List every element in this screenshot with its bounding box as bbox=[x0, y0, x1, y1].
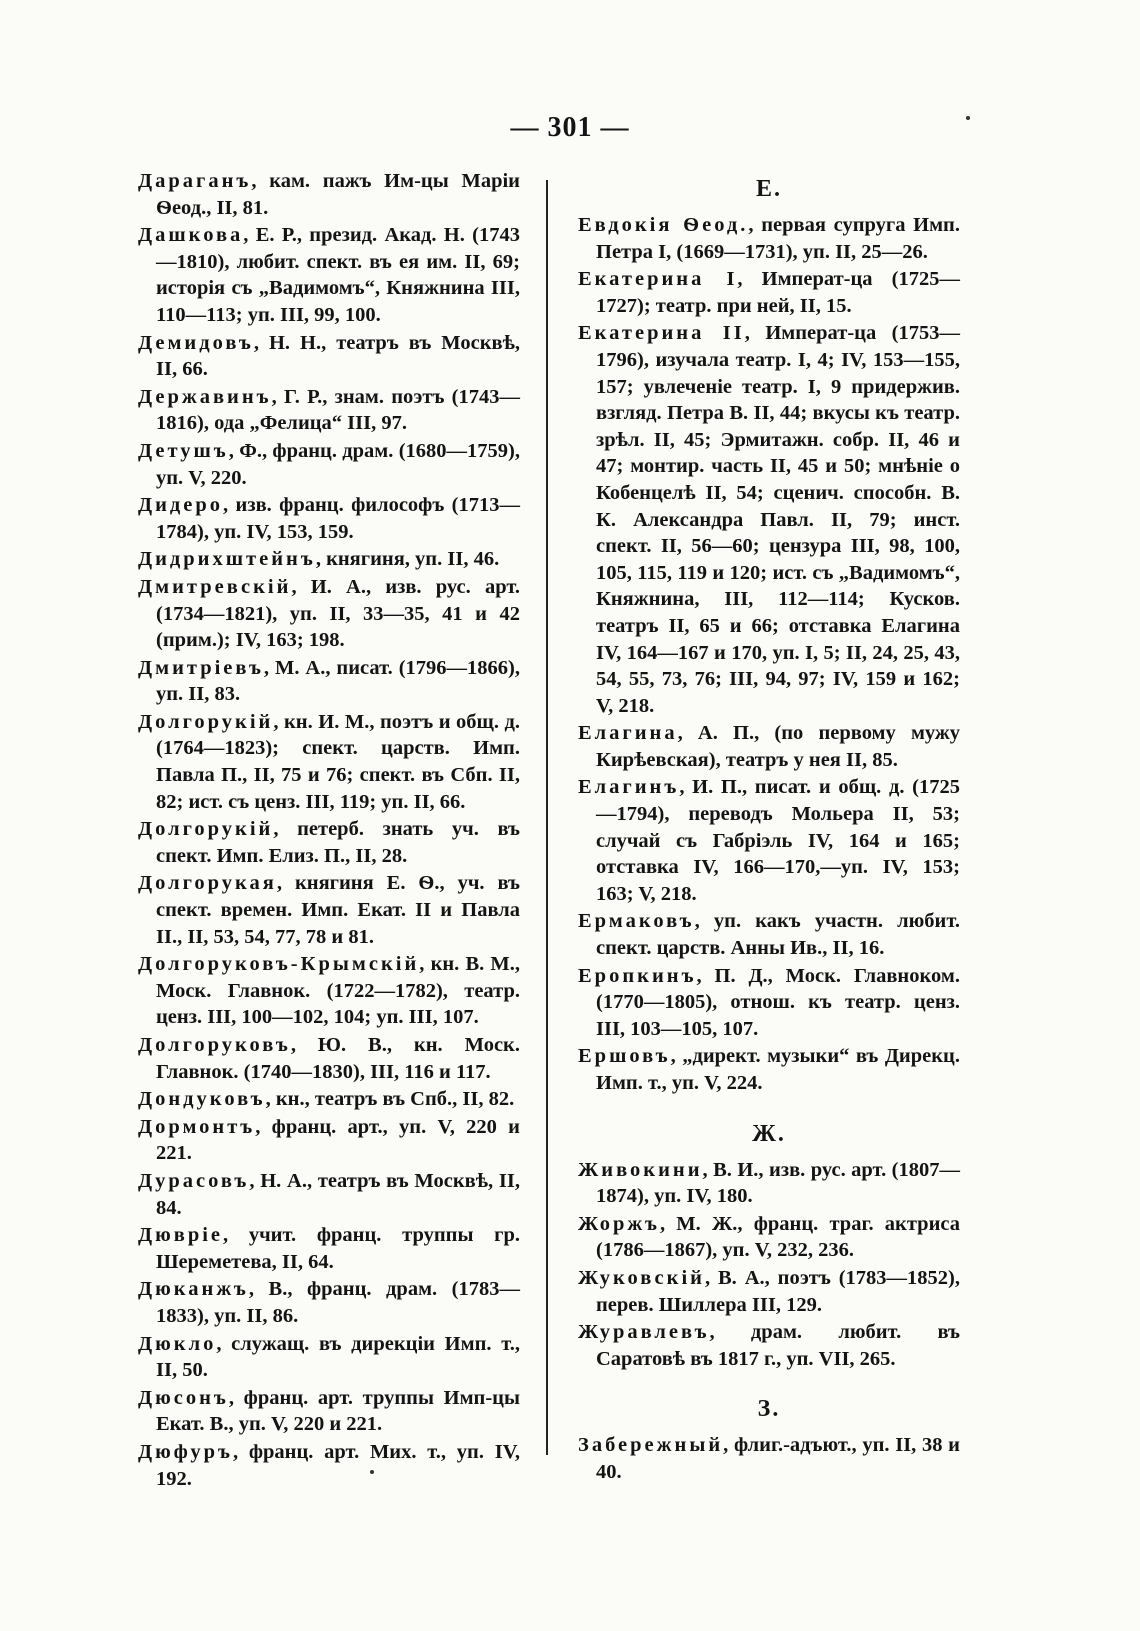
entry-headword: Дондуковъ bbox=[138, 1088, 266, 1111]
index-entry bbox=[138, 1222, 520, 1275]
entry-text: , флиг.-адъют., уп. II, 38 и 40. bbox=[596, 1434, 960, 1483]
entry-text: , И. А., изв. рус. арт. (1734—1821), уп. II, 33—35, 41 и 42 (прим.); IV, 163; 198. bbox=[156, 575, 520, 652]
index-entry bbox=[578, 1211, 960, 1264]
entry-text: , княгиня Е. Ѳ., уч. въ спект. времен. Имп. Екат. II и Павла II., II, 53, 54, 77, 78 и 81. bbox=[156, 872, 520, 948]
index-entry bbox=[578, 1265, 960, 1318]
entry-text: , франц. арт. Мих. т., уп. IV, 192. bbox=[156, 1440, 520, 1490]
entry-headword: Дмитріевъ bbox=[138, 656, 264, 679]
index-entry bbox=[578, 774, 960, 907]
index-entry bbox=[578, 1043, 960, 1096]
entry-text: , Н. Н., театръ въ Москвѣ, II, 66. bbox=[156, 331, 520, 381]
section-letter-z: З. bbox=[757, 1396, 781, 1423]
entry-text: , учит. франц. труппы гр. Шереметева, II, 64. bbox=[156, 1224, 520, 1273]
entry-text: , А. П., (по первому мужу Кирѣевская), театръ у нея II, 85. bbox=[596, 722, 960, 771]
entry-headword: Елагина bbox=[578, 722, 678, 745]
index-entry bbox=[578, 266, 960, 319]
index-entry bbox=[138, 655, 520, 708]
entry-headword: Дюкло bbox=[138, 1332, 217, 1355]
entry-text: , П. Д., Моск. Главноком. (1770—1805), отнош. къ театр. ценз. III, 103—105, 107. bbox=[596, 964, 960, 1040]
entry-headword: Дидеро bbox=[138, 494, 224, 517]
entry-headword: Дидрихштейнъ bbox=[138, 548, 316, 571]
index-entry bbox=[138, 168, 520, 221]
index-column-right bbox=[578, 168, 960, 1487]
entry-text: , Императ-ца (1753—1796), изучала театр. I, 4; IV, 153—155, 157; увлеченіе театр. I, 9 придержив. взгляд. Петра В. II, 44; вкусы къ театр. зрѣл. II, 45; Эрмитажн. собр. II, 46 и 47; монтир. часть II, 45 и 50; мнѣніе о Кобенцелѣ II, 54; сценич. способн. В. К. Александра Павл. II, 79; инст. спект. II, 56—60; цензура III, 98, 100, 105, 115, 119 и 120; ист. съ „Вадимомъ“, Княжнина, III, 112—114; Кусков. театръ II, 65 и 66; отставка Елагина IV, 164—167 и 170, уп. I, 5; II, 24, 25, 43, 54, 55, 73, 76; III, 94, 97; IV, 159 и 162; V, 218. bbox=[596, 322, 960, 717]
entry-text: , кам. пажъ Им-цы Маріи Ѳеод., II, 81. bbox=[156, 170, 520, 219]
index-column-left bbox=[138, 168, 520, 1493]
entry-text: , Ф., франц. драм. (1680—1759), уп. V, 220. bbox=[156, 439, 520, 489]
entry-headword: Елагинъ bbox=[578, 776, 680, 799]
entry-text: , кн. В. М., Моск. Главнок. (1722—1782), театр. ценз. III, 100—102, 104; уп. III, 107. bbox=[156, 953, 520, 1029]
entry-text: , В., франц. драм. (1783—1833), уп. II, 86. bbox=[156, 1278, 520, 1327]
entry-text: , М. Ж., франц. траг. актриса (1786—1867), уп. V, 232, 236. bbox=[596, 1212, 960, 1262]
entry-text: , драм. любит. въ Саратовѣ въ 1817 г., уп. VII, 265. bbox=[596, 1321, 960, 1370]
entry-headword: Жоржъ bbox=[578, 1212, 660, 1235]
index-entry bbox=[578, 1319, 960, 1372]
entry-text: , И. П., писат. и общ. д. (1725—1794), переводъ Мольера II, 53; случай съ Габріэль IV, 164 и 165; отставка IV, 166—170,—уп. IV, 153; 163; V, 218. bbox=[596, 776, 960, 905]
index-entry bbox=[138, 709, 520, 815]
entry-text: , В. А., поэтъ (1783—1852), перев. Шиллера III, 129. bbox=[596, 1266, 960, 1316]
index-entry bbox=[138, 438, 520, 491]
index-entry bbox=[138, 1276, 520, 1329]
index-entry bbox=[138, 1385, 520, 1438]
print-speck bbox=[370, 1470, 374, 1474]
entry-text: , Е. Р., презид. Акад. Н. (1743—1810), любит. спект. въ ея им. II, 69; исторія съ „Вадимомъ“, Княжнина III, 110—113; уп. III, 99, 100. bbox=[156, 224, 520, 326]
index-entry bbox=[138, 1168, 520, 1221]
entry-text: , петерб. знать уч. въ спект. Имп. Елиз. П., II, 28. bbox=[156, 818, 520, 867]
entry-headword: Екатерина I bbox=[578, 268, 738, 291]
entry-text: , Ю. В., кн. Моск. Главнок. (1740—1830), III, 116 и 117. bbox=[156, 1034, 520, 1083]
entry-text: , кн., театръ въ Спб., II, 82. bbox=[265, 1088, 515, 1111]
index-entry bbox=[138, 222, 520, 328]
entry-headword: Дашкова bbox=[138, 224, 244, 247]
entry-headword: Екатерина II bbox=[578, 322, 745, 345]
entry-headword: Ершовъ bbox=[578, 1045, 671, 1068]
entry-text: , франц. арт., уп. V, 220 и 221. bbox=[156, 1115, 520, 1165]
entry-headword: Детушъ bbox=[138, 439, 229, 462]
entry-headword: Живокини bbox=[578, 1158, 703, 1181]
page-number: — 301 — bbox=[510, 112, 630, 143]
entry-headword: Дараганъ bbox=[138, 170, 252, 192]
entry-text: , „директ. музыки“ въ Дирекц. Имп. т., уп. V, 224. bbox=[596, 1045, 960, 1094]
index-entry bbox=[578, 908, 960, 961]
index-entry bbox=[138, 951, 520, 1031]
entry-headword: Дюфуръ bbox=[138, 1440, 233, 1463]
entry-headword: Долгорукій bbox=[138, 818, 274, 841]
entry-headword: Долгоруковъ-Крымскій bbox=[138, 953, 420, 976]
index-entry bbox=[138, 816, 520, 869]
entry-headword: Дюврie bbox=[138, 1224, 224, 1247]
index-entry bbox=[578, 720, 960, 773]
index-entry bbox=[138, 1032, 520, 1085]
entry-headword: Дурасовъ bbox=[138, 1169, 250, 1192]
section-letter-e: Е. bbox=[755, 176, 782, 202]
entry-headword: Журавлевъ bbox=[578, 1321, 710, 1344]
index-entry bbox=[578, 1157, 960, 1210]
index-entry bbox=[138, 1331, 520, 1384]
entry-headword: Демидовъ bbox=[138, 331, 254, 354]
entry-headword: Державинъ bbox=[138, 385, 272, 408]
print-speck bbox=[966, 116, 970, 120]
entry-headword: Забережный bbox=[578, 1434, 724, 1457]
entry-text: , первая супруга Имп. Петра I, (1669—1731), уп. II, 25—26. bbox=[596, 214, 960, 263]
entry-text: , В. И., изв. рус. арт. (1807—1874), уп. IV, 180. bbox=[596, 1158, 960, 1208]
index-entry bbox=[578, 1432, 960, 1485]
entry-headword: Жуковскій bbox=[578, 1266, 705, 1289]
entry-text: , кн. И. М., поэтъ и общ. д. (1764—1823); спект. царств. Имп. Павла П., II, 75 и 76; спект. въ Сбп. II, 82; ист. съ ценз. III, 119; уп. II, 66. bbox=[156, 710, 520, 813]
entry-headword: Дормонтъ bbox=[138, 1115, 256, 1138]
entry-text: , княгиня, уп. II, 46. bbox=[315, 548, 500, 571]
entry-text: , изв. франц. философъ (1713—1784), уп. IV, 153, 159. bbox=[156, 494, 520, 543]
entry-headword: Дюсонъ bbox=[138, 1386, 229, 1409]
entry-text: , Н. А., театръ въ Москвѣ, II, 84. bbox=[156, 1169, 520, 1219]
entry-headword: Евдокія Ѳеод. bbox=[578, 214, 749, 236]
index-entry bbox=[138, 574, 520, 654]
entry-text: , франц. арт. труппы Имп-цы Екат. В., уп. V, 220 и 221. bbox=[156, 1386, 520, 1436]
entry-text: , служащ. въ дирекціи Имп. т., II, 50. bbox=[156, 1332, 520, 1382]
index-entry bbox=[138, 492, 520, 545]
index-entry bbox=[138, 870, 520, 950]
index-entry bbox=[578, 212, 960, 265]
entry-headword: Долгоруковъ bbox=[138, 1034, 291, 1056]
index-entry bbox=[138, 1439, 520, 1492]
index-entry bbox=[138, 1114, 520, 1167]
index-entry bbox=[138, 546, 520, 573]
index-entry bbox=[138, 384, 520, 437]
index-entry bbox=[578, 963, 960, 1043]
entry-headword: Дмитревскій bbox=[138, 575, 292, 598]
entry-headword: Дюканжъ bbox=[138, 1278, 249, 1301]
entry-text: , М. А., писат. (1796—1866), уп. II, 83. bbox=[156, 656, 520, 706]
index-entry bbox=[138, 330, 520, 383]
entry-headword: Еропкинъ bbox=[578, 964, 697, 987]
section-letter-zh: Ж. bbox=[752, 1120, 786, 1147]
entry-text: , Императ-ца (1725—1727); театр. при ней, II, 15. bbox=[596, 268, 960, 317]
entry-text: , Г. Р., знам. поэтъ (1743—1816), ода „Фелица“ III, 97. bbox=[156, 385, 520, 435]
column-divider bbox=[546, 180, 548, 1455]
entry-text: , уп. какъ участн. любит. спект. царств. Анны Ив., II, 16. bbox=[596, 910, 960, 960]
index-entry bbox=[578, 320, 960, 719]
entry-headword: Долгорукая bbox=[138, 872, 277, 895]
entry-headword: Долгорукій bbox=[138, 710, 274, 733]
index-entry bbox=[138, 1086, 520, 1113]
entry-headword: Ермаковъ bbox=[578, 910, 695, 933]
